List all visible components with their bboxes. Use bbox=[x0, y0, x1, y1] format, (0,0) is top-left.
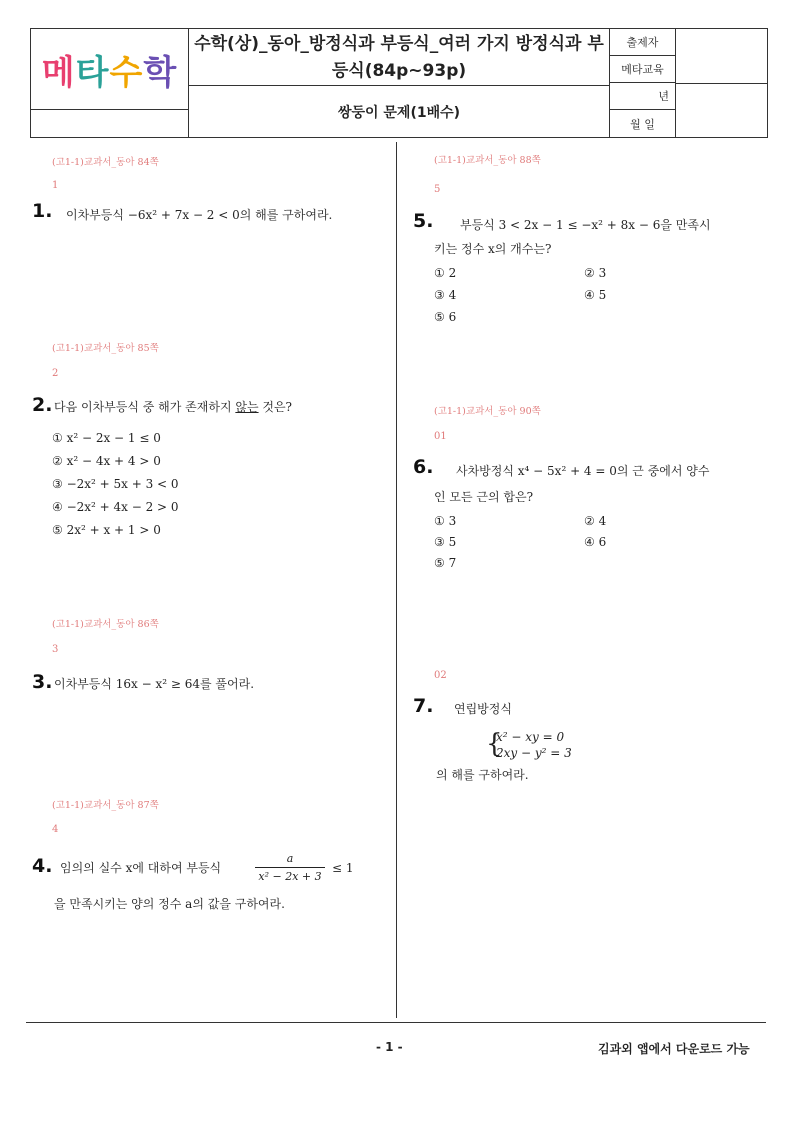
question-number: 4. bbox=[32, 855, 53, 877]
header-table bbox=[30, 28, 768, 138]
question-source: (고1-1)교과서_동아 85쪽 bbox=[52, 343, 159, 354]
option: ② x² − 4x + 4 > 0 bbox=[52, 454, 161, 468]
document-subtitle: 쌍둥이 문제(1배수) bbox=[189, 85, 609, 137]
meta-blank-column bbox=[675, 29, 767, 137]
fraction-numerator: a bbox=[255, 852, 325, 868]
option: ⑤ 6 bbox=[434, 310, 457, 324]
question-text-part: 것은? bbox=[258, 400, 292, 414]
question-text-inequality: ≤ 1 bbox=[332, 861, 354, 875]
meta-year: 년 bbox=[610, 83, 675, 110]
footer-note: 김과외 앱에서 다운로드 가능 bbox=[598, 1042, 750, 1056]
question-code: 4 bbox=[52, 824, 59, 835]
question-source: (고1-1)교과서_동아 88쪽 bbox=[434, 155, 541, 166]
question-text: 사차방정식 x⁴ − 5x² + 4 = 0의 근 중에서 양수 bbox=[456, 464, 710, 478]
question-text: 임의의 실수 x에 대하여 부등식 bbox=[60, 861, 222, 875]
question-code: 1 bbox=[52, 180, 59, 191]
question-code: 5 bbox=[434, 184, 441, 195]
question-number: 6. bbox=[413, 456, 434, 478]
question-text-line2: 인 모든 근의 합은? bbox=[434, 490, 534, 504]
question-code: 02 bbox=[434, 670, 447, 681]
logo-cell bbox=[31, 29, 189, 109]
question-text-line2: 의 해를 구하여라. bbox=[436, 768, 529, 782]
question-text-line2: 을 만족시키는 양의 정수 a의 값을 구하여라. bbox=[54, 897, 285, 911]
question-source: (고1-1)교과서_동아 87쪽 bbox=[52, 800, 159, 811]
equation: 2xy − y² = 3 bbox=[496, 746, 572, 760]
question-text: 이차부등식 −6x² + 7x − 2 < 0의 해를 구하여라. bbox=[66, 208, 333, 222]
question-source: (고1-1)교과서_동아 86쪽 bbox=[52, 619, 159, 630]
question-number: 1. bbox=[32, 200, 53, 222]
question-code: 01 bbox=[434, 431, 447, 442]
logo: 메타수학 bbox=[41, 52, 178, 93]
option: ③ 4 bbox=[434, 288, 457, 302]
meta-month-day: 월 일 bbox=[630, 117, 655, 131]
option: ④ 5 bbox=[584, 288, 607, 302]
fraction bbox=[255, 852, 325, 883]
question-text-underlined: 않는 bbox=[235, 400, 259, 414]
brace: { bbox=[486, 729, 503, 759]
logo-spacer bbox=[31, 109, 189, 137]
option: ⑤ 2x² + x + 1 > 0 bbox=[52, 523, 161, 537]
option: ① x² − 2x − 1 ≤ 0 bbox=[52, 431, 161, 445]
option: ③ 5 bbox=[434, 535, 457, 549]
option: ① 3 bbox=[434, 514, 457, 528]
option: ② 4 bbox=[584, 514, 607, 528]
options-list bbox=[52, 427, 179, 542]
question-source: (고1-1)교과서_동아 84쪽 bbox=[52, 157, 159, 168]
option: ④ −2x² + 4x − 2 > 0 bbox=[52, 500, 179, 514]
question-source: (고1-1)교과서_동아 90쪽 bbox=[434, 406, 541, 417]
option: ① 2 bbox=[434, 266, 457, 280]
question-number: 5. bbox=[413, 210, 434, 232]
option: ⑤ 7 bbox=[434, 556, 457, 570]
question-text bbox=[54, 394, 374, 420]
question-number: 2. bbox=[32, 394, 53, 416]
question-text-part: 다음 이차부등식 중 해가 존재하지 bbox=[54, 400, 236, 414]
question-text-line2: 키는 정수 x의 개수는? bbox=[434, 242, 552, 256]
fraction-denominator: x² − 2x + 3 bbox=[258, 870, 322, 883]
question-code: 2 bbox=[52, 368, 59, 379]
question-number: 7. bbox=[413, 695, 434, 717]
option: ④ 6 bbox=[584, 535, 607, 549]
question-number: 3. bbox=[32, 671, 53, 693]
meta-author-label: 출제자 bbox=[610, 29, 675, 56]
option: ③ −2x² + 5x + 3 < 0 bbox=[52, 477, 179, 491]
option: ② 3 bbox=[584, 266, 607, 280]
equation: x² − xy = 0 bbox=[496, 730, 565, 744]
question-text: 연립방정식 bbox=[454, 702, 512, 716]
page-number: - 1 - bbox=[376, 1040, 403, 1054]
question-code: 3 bbox=[52, 644, 59, 655]
document-title: 수학(상)_동아_방정식과 부등식_여러 가지 방정식과 부등식(84p~93p) bbox=[194, 34, 604, 81]
meta-org: 메타교육 bbox=[610, 56, 675, 83]
column-divider bbox=[396, 142, 397, 1018]
question-text: 부등식 3 < 2x − 1 ≤ −x² + 8x − 6을 만족시 bbox=[460, 218, 711, 232]
footer-rule bbox=[26, 1022, 766, 1023]
meta-column bbox=[609, 29, 675, 137]
question-text: 이차부등식 16x − x² ≥ 64를 풀어라. bbox=[54, 677, 255, 691]
